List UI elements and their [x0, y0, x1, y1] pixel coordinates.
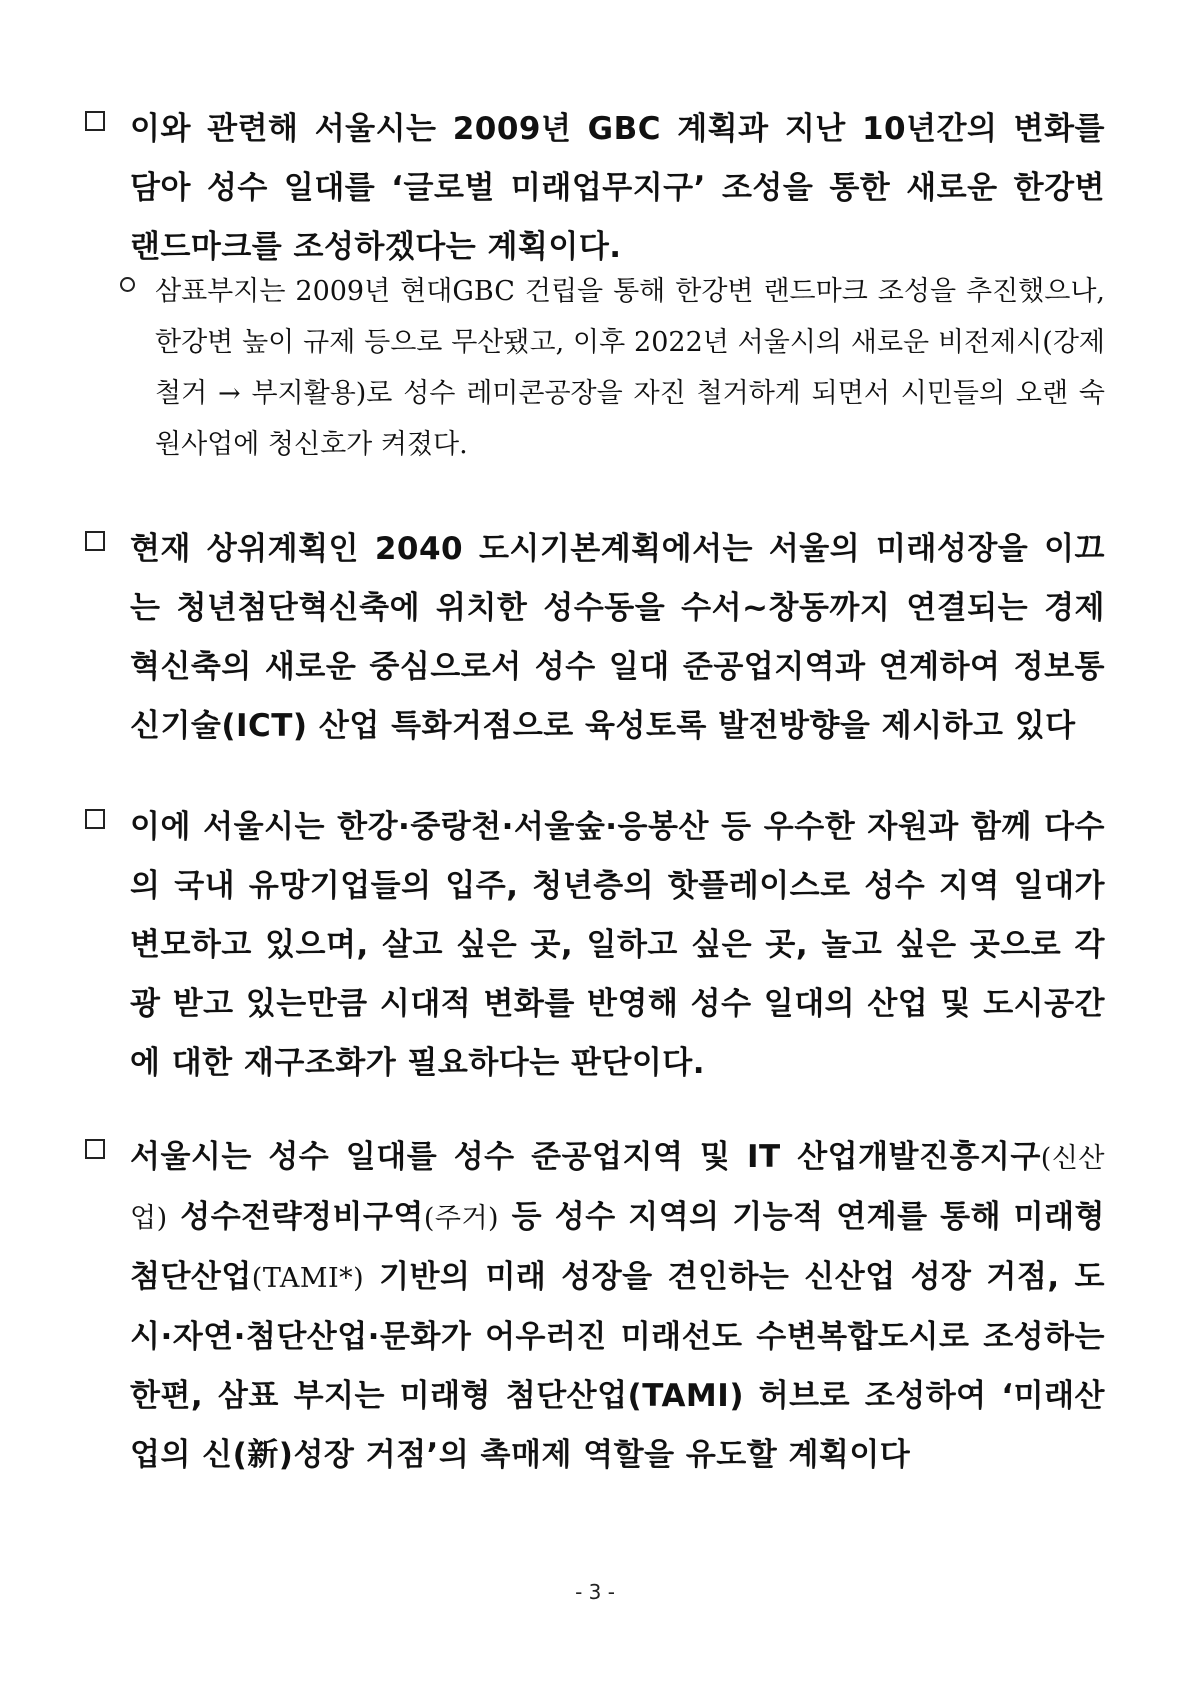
paragraph-4-part-f: (TAMI*): [251, 1263, 365, 1294]
checkbox-square-icon: [85, 111, 105, 131]
paragraph-1-sub-text: 삼표부지는 2009년 현대GBC 건립을 통해 한강변 랜드마크 조성을 추진했으나, 한강변 높이 규제 등으로 무산됐고, 이후 2022년 서울시의 새로운 비전제시(강제철거 → 부지활용)로 성수 레미콘공장을 자진 철거하게 되면서 시민들의 오랜 숙원사업에 청신호가 켜졌다.: [155, 276, 1105, 460]
paragraph-4-part-e: 등 성수 지역의 기능적 연계를 통해 미래형 첨단산업: [130, 1199, 1105, 1295]
paragraph-1-sub: [120, 266, 1105, 470]
paragraph-4-part-c: 성수전략정비구역: [167, 1199, 424, 1235]
paragraph-1-text: 이와 관련해 서울시는 2009년 GBC 계획과 지난 10년간의 변화를 담아 성수 일대를 ‘글로벌 미래업무지구’ 조성을 통한 새로운 한강변 랜드마크를 조성하겠다는 계획이다.: [130, 111, 1105, 265]
paragraph-4-text: [130, 1128, 1105, 1485]
page-number: - 3 -: [575, 1580, 615, 1604]
paragraph-4-part-b: (신산업): [130, 1143, 1105, 1234]
paragraph-3-text: 이에 서울시는 한강·중랑천·서울숲·응봉산 등 우수한 자원과 함께 다수의 국내 유망기업들의 입주, 청년층의 핫플레이스로 성수 지역 일대가 변모하고 있으며, 살고 싶은 곳, 일하고 싶은 곳, 놀고 싶은 곳으로 각광 받고 있는만큼 시대적 변화를 반영해 성수 일대의 산업 및 도시공간에 대한 재구조화가 필요하다는 판단이다.: [130, 809, 1105, 1081]
paragraph-4-part-d: (주거): [423, 1203, 500, 1234]
paragraph-4: [85, 1128, 1105, 1485]
paragraph-4-part-a: 서울시는 성수 일대를 성수 준공업지역 및 IT 산업개발진흥지구: [130, 1139, 1041, 1175]
circle-bullet-icon: [120, 277, 135, 292]
paragraph-2-text: 현재 상위계획인 2040 도시기본계획에서는 서울의 미래성장을 이끄는 청년첨단혁신축에 위치한 성수동을 수서~창동까지 연결되는 경제혁신축의 새로운 중심으로서 성수 일대 준공업지역과 연계하여 정보통신기술(ICT) 산업 특화거점으로 육성토록 발전방향을 제시하고 있다: [130, 531, 1105, 744]
checkbox-square-icon: [85, 809, 105, 829]
paragraph-3: [85, 798, 1105, 1093]
checkbox-square-icon: [85, 1139, 105, 1159]
checkbox-square-icon: [85, 531, 105, 551]
paragraph-2: [85, 520, 1105, 756]
paragraph-4-part-g: 기반의 미래 성장을 견인하는 신산업 성장 거점, 도시·자연·첨단산업·문화가 어우러진 미래선도 수변복합도시로 조성하는 한편, 삼표 부지는 미래형 첨단산업(TAMI) 허브로 조성하여 ‘미래산업의 신(新)성장 거점’의 촉매제 역할을 유도할 계획이다: [130, 1259, 1105, 1473]
paragraph-1: [85, 100, 1105, 277]
